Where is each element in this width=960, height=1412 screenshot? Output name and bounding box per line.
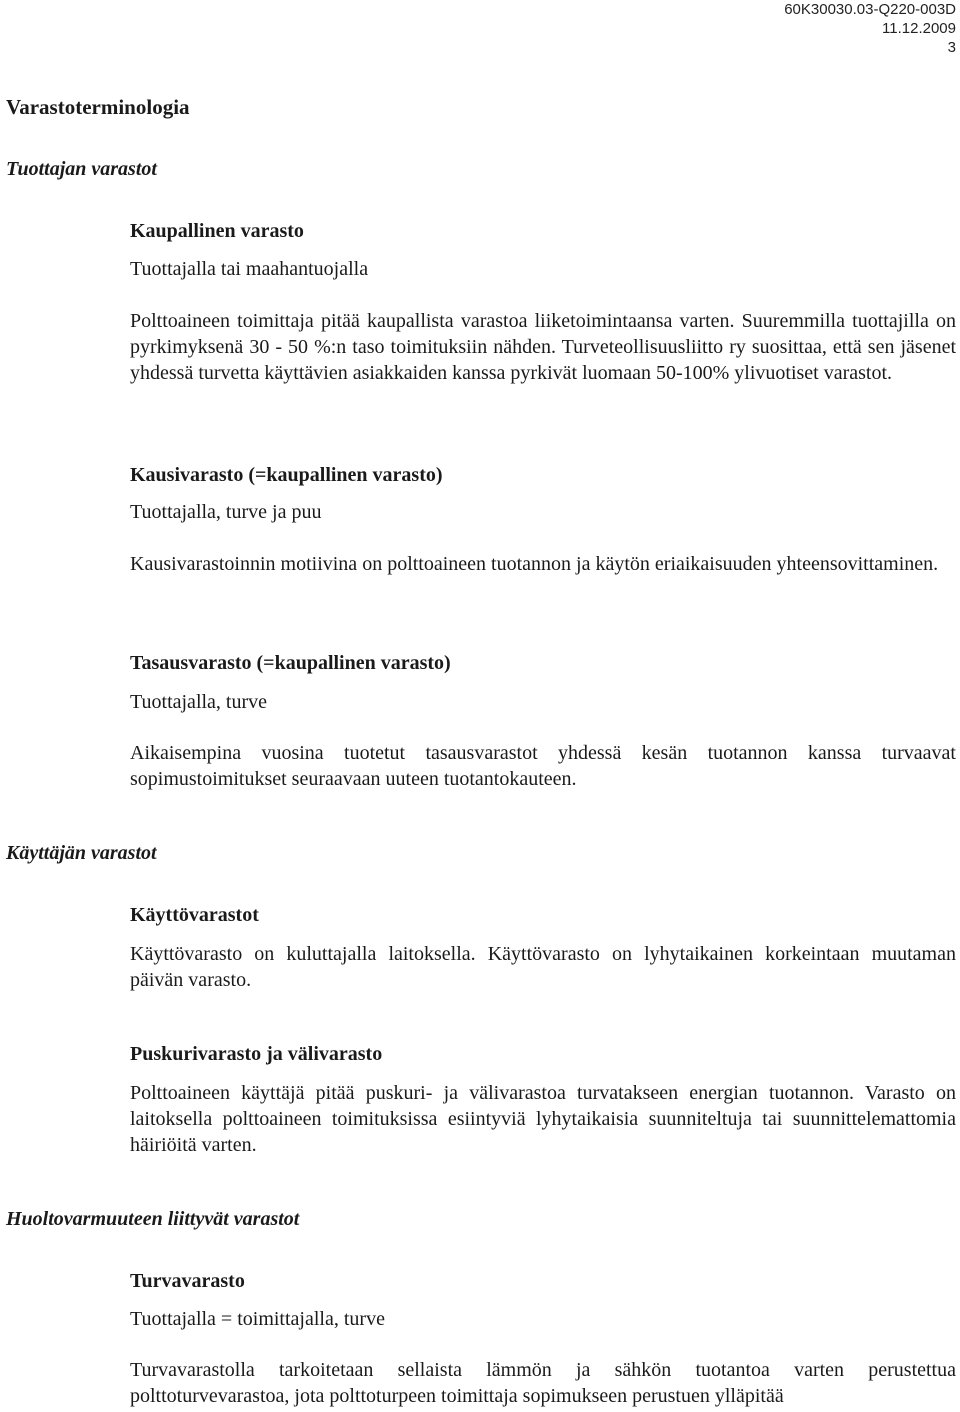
term-title: Turvavarasto	[130, 1270, 245, 1292]
term-description: Käyttövarasto on kuluttajalla laitoksella. Käyttövarasto on lyhytaikainen korkeintaan muutaman päivän varasto.	[130, 943, 956, 991]
term-holder: Tuottajalla = toimittajalla, turve	[130, 1308, 385, 1330]
document-header	[784, 0, 956, 57]
term-title: Kausivarasto (=kaupallinen varasto)	[130, 464, 443, 486]
section-heading-security: Huoltovarmuuteen liittyvät varastot	[6, 1208, 300, 1230]
term-title: Puskurivarasto ja välivarasto	[130, 1043, 383, 1065]
term-description: Polttoaineen käyttäjä pitää puskuri- ja välivarastoa turvatakseen energian tuotannon. Varasto on laitoksella polttoaineen toimituksissa esiintyviä lyhytaikaisia suunniteltuja tai suunnittelemattomia häiriöitä varten.	[130, 1082, 956, 1156]
term-title: Kaupallinen varasto	[130, 220, 304, 242]
page-number: 3	[947, 39, 956, 56]
term-title: Tasausvarasto (=kaupallinen varasto)	[130, 652, 451, 674]
term-holder: Tuottajalla, turve ja puu	[130, 501, 322, 523]
term-holder: Tuottajalla, turve	[130, 691, 268, 713]
term-description: Kausivarastoinnin motiivina on polttoaineen tuotannon ja käytön eriaikaisuuden yhteensovittaminen.	[130, 553, 939, 575]
section-heading-producer: Tuottajan varastot	[6, 158, 157, 180]
term-description: Turvavarastolla tarkoitetaan sellaista lämmön ja sähkön tuotantoa varten perustettua polttoturvevarastoa, jota polttoturpeen toimittaja sopimukseen perustuen ylläpitää	[130, 1359, 956, 1407]
term-holder: Tuottajalla tai maahantuojalla	[130, 258, 369, 280]
document-code: 60K30030.03-Q220-003D	[784, 1, 956, 18]
page-title: Varastoterminologia	[6, 95, 190, 119]
document-date: 11.12.2009	[882, 20, 956, 37]
term-description: Aikaisempina vuosina tuotetut tasausvarastot yhdessä kesän tuotannon kanssa turvaavat sopimustoimitukset seuraavaan uuteen tuotantokauteen.	[130, 742, 956, 790]
term-description: Polttoaineen toimittaja pitää kaupallista varastoa liiketoimintaansa varten. Suuremmilla tuottajilla on pyrkimyksenä 30 - 50 %:n taso toimituksiin nähden. Turveteollisuusliitto ry suosittaa, että sen jäsenet yhdessä turvetta käyttävien asiakkaiden kanssa pyrkivät luomaan 50-100% ylivuotiset varastot.	[130, 310, 956, 384]
section-heading-user: Käyttäjän varastot	[6, 842, 157, 864]
term-title: Käyttövarastot	[130, 904, 259, 926]
